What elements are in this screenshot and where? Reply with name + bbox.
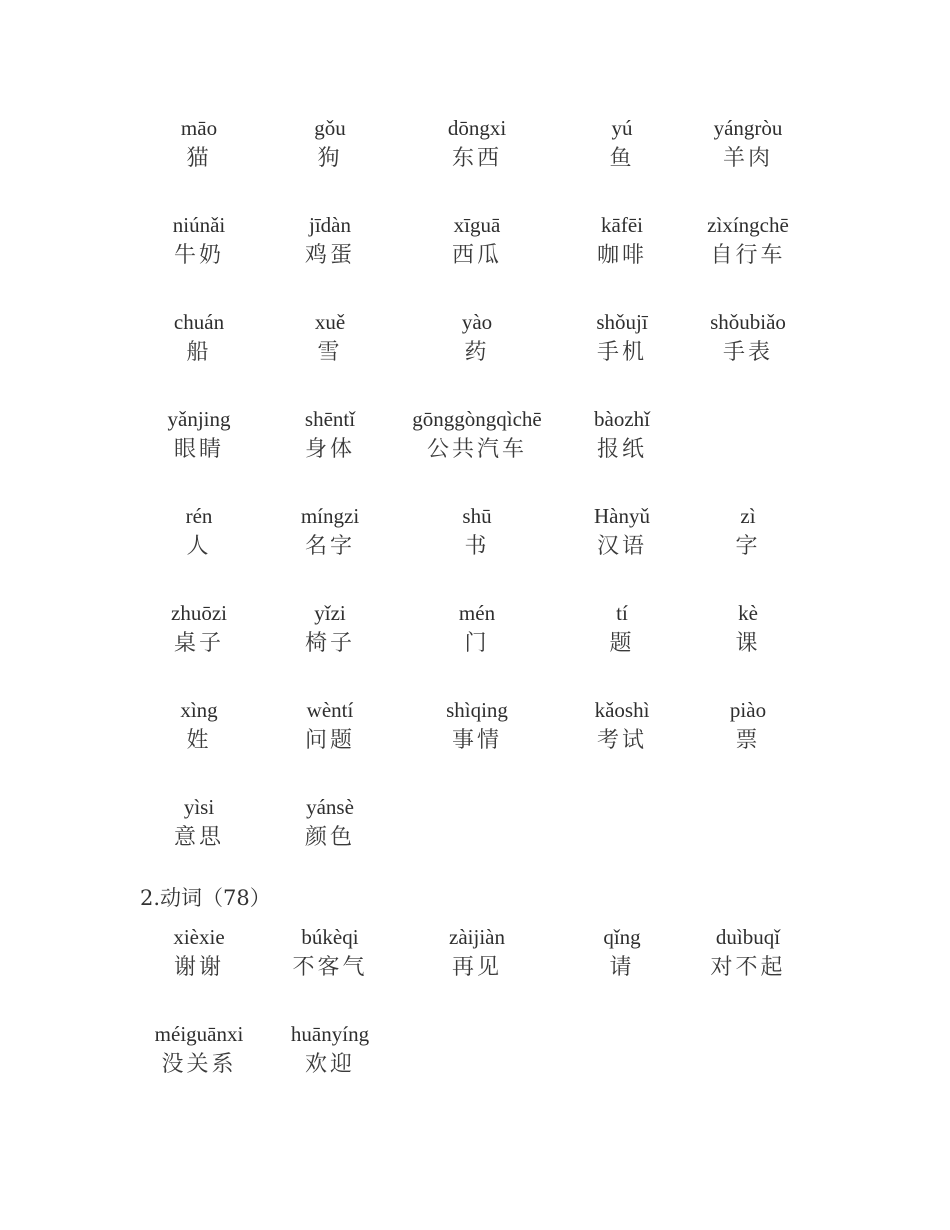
- hanzi: 名字: [304, 534, 355, 559]
- hanzi: 事情: [451, 728, 502, 753]
- word-row: [0, 407, 950, 487]
- hanzi: 公共汽车: [426, 437, 527, 462]
- hanzi: 请: [609, 955, 635, 980]
- pinyin: yìsi: [183, 795, 215, 819]
- hanzi: 字: [735, 534, 761, 559]
- pinyin: mén: [458, 601, 496, 625]
- hanzi: 椅子: [304, 631, 355, 656]
- hanzi: 问题: [304, 728, 355, 753]
- hanzi: 手表: [722, 340, 773, 365]
- hanzi: 鸡蛋: [304, 243, 355, 268]
- hanzi: 姓: [186, 728, 212, 753]
- pinyin: yú: [611, 116, 633, 140]
- word-entry: [653, 213, 843, 269]
- word-row: [0, 698, 950, 778]
- word-row: [0, 310, 950, 390]
- pinyin: niúnǎi: [172, 213, 226, 237]
- hanzi: 西瓜: [451, 243, 502, 268]
- hanzi: 题: [609, 631, 635, 656]
- hanzi: 羊肉: [722, 146, 773, 171]
- hanzi: 意思: [173, 825, 224, 850]
- word-row: [0, 795, 950, 875]
- hanzi: 猫: [186, 146, 212, 171]
- word-row: [0, 504, 950, 584]
- pinyin: dōngxi: [447, 116, 507, 140]
- word-entry: [235, 795, 425, 851]
- hanzi: 考试: [596, 728, 647, 753]
- pinyin: búkèqi: [301, 925, 359, 949]
- pinyin: māo: [180, 116, 218, 140]
- pinyin: yánsè: [306, 795, 354, 819]
- pinyin: méiguānxi: [154, 1022, 244, 1046]
- hanzi: 欢迎: [304, 1052, 355, 1077]
- word-entry: [653, 310, 843, 366]
- pinyin: piào: [729, 698, 767, 722]
- pinyin: gǒu: [314, 116, 346, 140]
- hanzi: 药: [464, 340, 490, 365]
- hanzi: 门: [464, 631, 490, 656]
- pinyin: duìbuqǐ: [715, 925, 781, 949]
- word-entry: [653, 504, 843, 560]
- hanzi: 课: [735, 631, 761, 656]
- pinyin: kǎoshì: [594, 698, 650, 722]
- hanzi: 咖啡: [596, 243, 647, 268]
- hanzi: 不客气: [292, 955, 368, 980]
- hanzi: 狗: [317, 146, 343, 171]
- pinyin: gōnggòngqìchē: [412, 407, 542, 431]
- pinyin: huānyíng: [290, 1022, 370, 1046]
- pinyin: shìqing: [446, 698, 508, 722]
- pinyin: yǐzi: [314, 601, 346, 625]
- pinyin: shǒubiǎo: [710, 310, 786, 334]
- pinyin: Hànyǔ: [594, 504, 650, 528]
- pinyin: jīdàn: [309, 213, 351, 237]
- hanzi: 自行车: [710, 243, 786, 268]
- word-entry: [653, 601, 843, 657]
- hanzi: 桌子: [173, 631, 224, 656]
- word-entry: [235, 1022, 425, 1078]
- pinyin: wèntí: [306, 698, 354, 722]
- hanzi: 船: [186, 340, 212, 365]
- pinyin: xièxie: [173, 925, 225, 949]
- hanzi: 再见: [451, 955, 502, 980]
- pinyin: xīguā: [453, 213, 501, 237]
- hanzi: 票: [735, 728, 761, 753]
- hanzi: 雪: [317, 340, 343, 365]
- hanzi: 鱼: [609, 146, 635, 171]
- hanzi: 对不起: [710, 955, 786, 980]
- pinyin: zhuōzi: [171, 601, 227, 625]
- hanzi: 报纸: [596, 437, 647, 462]
- hanzi: 眼睛: [173, 437, 224, 462]
- pinyin: kāfēi: [601, 213, 643, 237]
- word-row: [0, 601, 950, 681]
- pinyin: kè: [738, 601, 758, 625]
- word-entry: [653, 698, 843, 754]
- hanzi: 牛奶: [173, 243, 224, 268]
- hanzi: 人: [186, 534, 212, 559]
- section-heading: 2.动词（78）: [140, 886, 271, 910]
- pinyin: rén: [185, 504, 213, 528]
- pinyin: bàozhǐ: [594, 407, 650, 431]
- pinyin: míngzi: [300, 504, 360, 528]
- hanzi: 东西: [451, 146, 502, 171]
- word-row: [0, 1022, 950, 1102]
- word-entry: [653, 925, 843, 981]
- pinyin: tí: [616, 601, 628, 625]
- word-entry: [527, 407, 717, 463]
- hanzi: 谢谢: [173, 955, 224, 980]
- pinyin: yào: [461, 310, 493, 334]
- hanzi: 身体: [304, 437, 355, 462]
- pinyin: yángròu: [713, 116, 783, 140]
- hanzi: 颜色: [304, 825, 355, 850]
- hanzi: 汉语: [596, 534, 647, 559]
- hanzi: 手机: [596, 340, 647, 365]
- pinyin: zàijiàn: [449, 925, 505, 949]
- pinyin: shēntǐ: [304, 407, 356, 431]
- hanzi: 没关系: [161, 1052, 237, 1077]
- pinyin: shǒujī: [596, 310, 648, 334]
- hanzi: 书: [464, 534, 490, 559]
- word-row: [0, 213, 950, 293]
- pinyin: yǎnjing: [167, 407, 231, 431]
- word-row: [0, 116, 950, 196]
- pinyin: chuán: [173, 310, 225, 334]
- pinyin: zì: [740, 504, 756, 528]
- pinyin: shū: [462, 504, 492, 528]
- pinyin: xìng: [180, 698, 218, 722]
- word-row: [0, 925, 950, 1005]
- pinyin: xuě: [314, 310, 346, 334]
- pinyin: zìxíngchē: [707, 213, 789, 237]
- pinyin: qǐng: [603, 925, 641, 949]
- word-entry: [653, 116, 843, 172]
